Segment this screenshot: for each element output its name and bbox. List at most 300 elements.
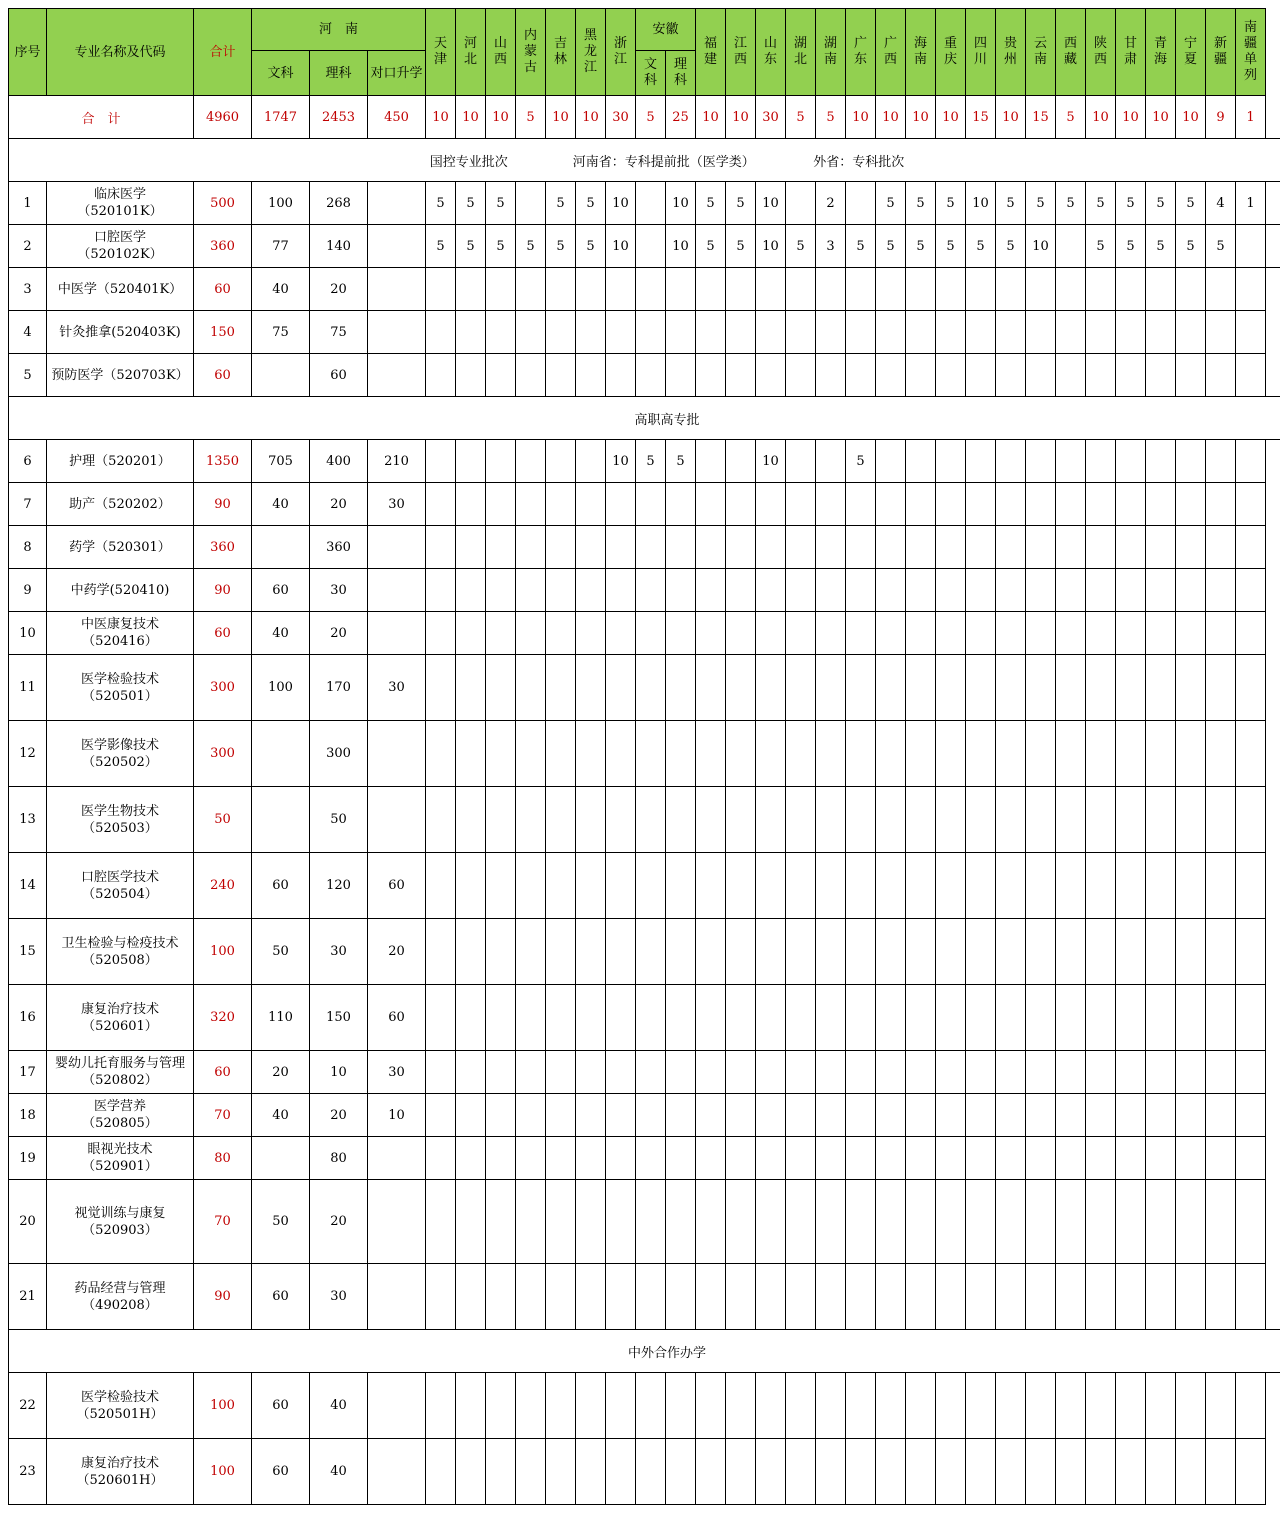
quota-cell — [606, 1439, 636, 1505]
quota-cell — [486, 526, 516, 569]
quota-cell: 30 — [310, 569, 368, 612]
quota-cell: 140 — [310, 225, 368, 268]
header-province-text: 甘肃 — [1124, 36, 1138, 67]
row-seq: 5 — [9, 354, 47, 397]
quota-cell — [606, 1094, 636, 1137]
quota-cell — [816, 787, 846, 853]
quota-cell — [756, 655, 786, 721]
row-seq: 13 — [9, 787, 47, 853]
quota-cell — [756, 985, 786, 1051]
quota-cell — [696, 569, 726, 612]
quota-cell — [516, 1373, 546, 1439]
quota-cell: 5 — [906, 182, 936, 225]
quota-cell — [1236, 1373, 1266, 1439]
quota-cell — [1116, 268, 1146, 311]
quota-cell — [816, 1264, 846, 1330]
quota-cell: 5 — [726, 182, 756, 225]
row-total: 300 — [194, 655, 252, 721]
quota-cell: 77 — [252, 225, 310, 268]
quota-cell — [516, 311, 546, 354]
quota-cell — [576, 1373, 606, 1439]
quota-cell — [786, 440, 816, 483]
header-province — [1146, 9, 1176, 96]
quota-cell: 5 — [1086, 225, 1116, 268]
quota-cell: 10 — [666, 182, 696, 225]
quota-cell — [486, 569, 516, 612]
quota-cell — [1176, 440, 1206, 483]
quota-cell — [1086, 1439, 1116, 1505]
row-seq: 10 — [9, 612, 47, 655]
quota-cell — [1146, 311, 1176, 354]
quota-cell — [1146, 1439, 1176, 1505]
major-name-line: （490208） — [82, 1297, 158, 1313]
quota-cell — [546, 1439, 576, 1505]
quota-cell — [1206, 919, 1236, 985]
quota-cell — [1086, 268, 1116, 311]
quota-cell — [936, 985, 966, 1051]
table-row — [9, 1137, 1280, 1180]
quota-cell — [546, 1094, 576, 1137]
quota-cell — [756, 311, 786, 354]
quota-cell: 10 — [756, 225, 786, 268]
quota-cell — [486, 1137, 516, 1180]
quota-cell — [606, 721, 636, 787]
major-name-line: （520601H） — [76, 1472, 164, 1488]
row-total: 300 — [194, 721, 252, 787]
quota-cell — [996, 787, 1026, 853]
quota-cell — [576, 1180, 606, 1264]
quota-cell — [1176, 354, 1206, 397]
quota-cell — [426, 526, 456, 569]
quota-cell — [756, 787, 786, 853]
quota-cell — [636, 1439, 666, 1505]
quota-cell: 60 — [368, 853, 426, 919]
major-name — [47, 483, 194, 526]
table-row — [9, 985, 1280, 1051]
quota-cell — [1146, 612, 1176, 655]
header-province-text: 云南 — [1034, 36, 1048, 67]
major-name — [47, 268, 194, 311]
quota-cell — [486, 1180, 516, 1264]
quota-cell — [876, 1264, 906, 1330]
quota-cell — [816, 354, 846, 397]
quota-cell — [1236, 1264, 1266, 1330]
quota-cell: 5 — [426, 225, 456, 268]
totals-cell: 5 — [786, 96, 816, 139]
quota-cell — [1056, 612, 1086, 655]
major-name-line: 口腔医学 — [93, 230, 146, 245]
quota-cell — [1056, 1373, 1086, 1439]
header-province-text: 四川 — [974, 36, 988, 67]
quota-cell — [936, 721, 966, 787]
quota-cell — [1056, 483, 1086, 526]
quota-cell — [1176, 853, 1206, 919]
quota-cell — [456, 268, 486, 311]
quota-cell — [1176, 1439, 1206, 1505]
quota-cell — [876, 268, 906, 311]
quota-cell — [576, 985, 606, 1051]
quota-cell: 5 — [1056, 182, 1086, 225]
major-name-line: （520501H） — [76, 1406, 164, 1422]
quota-cell — [368, 569, 426, 612]
quota-cell — [1176, 1373, 1206, 1439]
quota-cell — [1086, 655, 1116, 721]
major-name — [47, 526, 194, 569]
header-province — [516, 9, 546, 96]
quota-cell — [876, 612, 906, 655]
quota-cell — [1236, 268, 1266, 311]
quota-cell: 5 — [696, 225, 726, 268]
quota-cell — [1176, 1264, 1206, 1330]
quota-cell: 10 — [966, 182, 996, 225]
quota-cell — [996, 655, 1026, 721]
quota-cell — [666, 1051, 696, 1094]
quota-cell — [1026, 311, 1056, 354]
header-province — [696, 9, 726, 96]
quota-cell — [846, 569, 876, 612]
quota-cell: 5 — [846, 225, 876, 268]
quota-cell — [1026, 1137, 1056, 1180]
quota-cell — [368, 526, 426, 569]
table-row — [9, 1373, 1280, 1439]
quota-cell — [966, 569, 996, 612]
quota-cell — [546, 612, 576, 655]
quota-cell — [456, 853, 486, 919]
quota-cell: 10 — [1026, 225, 1056, 268]
quota-cell — [1086, 1373, 1116, 1439]
quota-cell — [1206, 483, 1236, 526]
quota-cell — [1026, 569, 1056, 612]
quota-cell — [816, 655, 846, 721]
quota-cell — [516, 1180, 546, 1264]
row-total: 100 — [194, 1373, 252, 1439]
quota-cell — [966, 985, 996, 1051]
row-total: 320 — [194, 985, 252, 1051]
quota-cell — [996, 612, 1026, 655]
quota-cell: 5 — [846, 440, 876, 483]
quota-cell — [1206, 1094, 1236, 1137]
quota-cell — [786, 526, 816, 569]
quota-cell: 5 — [426, 182, 456, 225]
quota-cell: 40 — [252, 268, 310, 311]
quota-cell: 40 — [252, 1094, 310, 1137]
major-name-line: 口腔医学技术 — [80, 869, 159, 885]
major-name — [47, 440, 194, 483]
quota-cell — [696, 985, 726, 1051]
quota-cell — [426, 853, 456, 919]
quota-cell: 5 — [486, 225, 516, 268]
quota-cell — [1116, 655, 1146, 721]
quota-cell — [786, 985, 816, 1051]
quota-cell — [1236, 440, 1266, 483]
quota-cell: 5 — [576, 225, 606, 268]
quota-cell — [996, 268, 1026, 311]
quota-cell — [456, 1180, 486, 1264]
quota-cell — [966, 1264, 996, 1330]
quota-cell — [666, 985, 696, 1051]
quota-cell — [456, 1264, 486, 1330]
quota-cell — [1086, 483, 1116, 526]
quota-cell: 5 — [1146, 182, 1176, 225]
quota-cell — [1086, 853, 1116, 919]
quota-cell — [1176, 569, 1206, 612]
quota-cell: 60 — [252, 569, 310, 612]
quota-cell — [906, 311, 936, 354]
quota-cell: 360 — [310, 526, 368, 569]
quota-cell — [1056, 1439, 1086, 1505]
quota-cell — [966, 526, 996, 569]
quota-cell — [516, 483, 546, 526]
quota-cell — [996, 1137, 1026, 1180]
quota-cell — [1236, 787, 1266, 853]
quota-cell: 5 — [876, 182, 906, 225]
quota-cell — [726, 1373, 756, 1439]
quota-cell — [1056, 1137, 1086, 1180]
quota-cell — [368, 182, 426, 225]
totals-cell: 10 — [546, 96, 576, 139]
quota-cell: 20 — [368, 919, 426, 985]
quota-cell — [1086, 612, 1116, 655]
quota-cell — [1056, 311, 1086, 354]
totals-cell: 10 — [576, 96, 606, 139]
quota-cell — [426, 919, 456, 985]
quota-cell — [636, 985, 666, 1051]
quota-cell — [786, 1094, 816, 1137]
quota-cell — [368, 311, 426, 354]
quota-cell — [936, 919, 966, 985]
quota-cell: 5 — [486, 182, 516, 225]
quota-cell — [1206, 1264, 1236, 1330]
quota-cell — [726, 612, 756, 655]
quota-cell — [726, 1180, 756, 1264]
quota-cell — [846, 1137, 876, 1180]
quota-cell — [516, 569, 546, 612]
quota-cell — [696, 1137, 726, 1180]
quota-cell — [726, 440, 756, 483]
quota-cell — [786, 1180, 816, 1264]
quota-cell — [636, 1137, 666, 1180]
quota-cell — [996, 721, 1026, 787]
quota-cell — [996, 569, 1026, 612]
quota-cell — [756, 569, 786, 612]
quota-cell — [876, 354, 906, 397]
quota-cell — [636, 919, 666, 985]
quota-cell: 170 — [310, 655, 368, 721]
row-total: 70 — [194, 1180, 252, 1264]
quota-cell — [786, 1051, 816, 1094]
quota-cell — [606, 655, 636, 721]
quota-cell — [666, 1180, 696, 1264]
quota-cell — [756, 612, 786, 655]
header-province — [876, 9, 906, 96]
quota-cell — [666, 526, 696, 569]
header-province-text: 内蒙古 — [524, 28, 538, 75]
quota-cell — [606, 787, 636, 853]
table-row — [9, 853, 1280, 919]
quota-cell: 4 — [1206, 182, 1236, 225]
quota-cell: 268 — [310, 182, 368, 225]
row-total: 60 — [194, 1051, 252, 1094]
quota-cell — [368, 612, 426, 655]
major-name — [47, 1264, 194, 1330]
quota-cell — [996, 1094, 1026, 1137]
major-name-line: 康复治疗技术 — [80, 1455, 159, 1471]
quota-cell — [1116, 1439, 1146, 1505]
quota-cell — [666, 612, 696, 655]
quota-cell: 20 — [252, 1051, 310, 1094]
quota-cell — [786, 311, 816, 354]
quota-cell — [1026, 1180, 1056, 1264]
quota-cell — [426, 268, 456, 311]
quota-cell: 30 — [368, 1051, 426, 1094]
quota-cell: 5 — [1206, 225, 1236, 268]
quota-cell — [966, 311, 996, 354]
totals-cell: 25 — [666, 96, 696, 139]
quota-cell — [996, 483, 1026, 526]
quota-cell — [576, 787, 606, 853]
quota-cell — [456, 721, 486, 787]
header-province-text: 河北 — [464, 36, 478, 67]
row-total: 50 — [194, 787, 252, 853]
quota-cell — [846, 311, 876, 354]
row-total: 500 — [194, 182, 252, 225]
major-name-line: 护理（520201） — [69, 453, 171, 469]
quota-cell: 50 — [310, 787, 368, 853]
quota-cell — [1206, 1373, 1236, 1439]
quota-cell — [1026, 1051, 1056, 1094]
quota-cell — [846, 1439, 876, 1505]
quota-cell — [1056, 440, 1086, 483]
quota-cell — [368, 225, 426, 268]
quota-cell — [966, 1094, 996, 1137]
quota-cell — [1176, 919, 1206, 985]
quota-cell: 60 — [252, 1373, 310, 1439]
quota-cell: 5 — [1026, 182, 1056, 225]
quota-cell — [606, 853, 636, 919]
quota-cell — [996, 1051, 1026, 1094]
quota-cell: 75 — [252, 311, 310, 354]
quota-cell: 2 — [816, 182, 846, 225]
quota-cell — [1026, 853, 1056, 919]
major-name-line: 药学（520301） — [69, 539, 171, 555]
quota-cell — [786, 853, 816, 919]
header-anhui-li — [666, 51, 696, 96]
quota-cell: 30 — [368, 483, 426, 526]
row-seq: 12 — [9, 721, 47, 787]
quota-cell — [1206, 655, 1236, 721]
major-name-line: 医学营养 — [93, 1099, 146, 1114]
quota-cell — [636, 225, 666, 268]
major-name-line: 预防医学（520703K） — [51, 367, 189, 383]
quota-cell: 5 — [1176, 182, 1206, 225]
quota-cell — [696, 1094, 726, 1137]
quota-cell — [1146, 787, 1176, 853]
quota-cell — [666, 1137, 696, 1180]
quota-cell — [996, 1180, 1026, 1264]
quota-cell — [252, 354, 310, 397]
row-seq: 3 — [9, 268, 47, 311]
row-seq: 6 — [9, 440, 47, 483]
quota-cell: 120 — [310, 853, 368, 919]
quota-cell: 10 — [756, 440, 786, 483]
section-title — [9, 1330, 1280, 1373]
quota-cell — [906, 612, 936, 655]
section-title-text: 高职高专批 — [634, 412, 700, 428]
totals-cell: 10 — [1176, 96, 1206, 139]
quota-cell — [816, 853, 846, 919]
header-province — [846, 9, 876, 96]
quota-cell: 20 — [310, 1180, 368, 1264]
quota-cell: 5 — [696, 182, 726, 225]
row-seq: 9 — [9, 569, 47, 612]
quota-cell: 50 — [252, 919, 310, 985]
header-anhui-wen — [636, 51, 666, 96]
quota-cell — [576, 268, 606, 311]
header-province — [756, 9, 786, 96]
quota-cell — [486, 985, 516, 1051]
quota-cell — [606, 1373, 636, 1439]
quota-cell — [546, 268, 576, 311]
quota-cell — [426, 569, 456, 612]
quota-cell — [726, 483, 756, 526]
major-name-line: 眼视光技术 — [87, 1142, 153, 1157]
quota-cell — [1026, 655, 1056, 721]
header-province-text: 山西 — [494, 36, 508, 67]
totals-cell: 1 — [1236, 96, 1266, 139]
quota-cell — [696, 787, 726, 853]
quota-cell — [486, 483, 516, 526]
quota-cell — [966, 1373, 996, 1439]
quota-cell — [1206, 311, 1236, 354]
quota-cell — [486, 853, 516, 919]
totals-cell: 4960 — [194, 96, 252, 139]
quota-cell — [936, 853, 966, 919]
quota-cell — [1236, 1439, 1266, 1505]
major-name-line: 视觉训练与康复 — [74, 1205, 166, 1221]
quota-cell — [816, 612, 846, 655]
quota-cell — [936, 612, 966, 655]
totals-cell: 5 — [816, 96, 846, 139]
header-province — [936, 9, 966, 96]
quota-cell: 705 — [252, 440, 310, 483]
table-row — [9, 354, 1280, 397]
quota-cell — [696, 721, 726, 787]
quota-cell — [636, 526, 666, 569]
quota-cell — [756, 483, 786, 526]
quota-cell — [1176, 483, 1206, 526]
quota-cell — [426, 1264, 456, 1330]
header-province-text: 浙江 — [614, 36, 628, 67]
quota-cell — [368, 1264, 426, 1330]
quota-cell — [456, 1094, 486, 1137]
quota-cell — [966, 612, 996, 655]
major-name-line: 助产（520202） — [69, 496, 171, 512]
quota-cell — [936, 1264, 966, 1330]
header-province-text: 西藏 — [1064, 36, 1078, 67]
quota-cell — [906, 787, 936, 853]
quota-cell — [1176, 1180, 1206, 1264]
quota-cell — [816, 721, 846, 787]
header-province — [606, 9, 636, 96]
quota-cell — [456, 655, 486, 721]
quota-cell — [786, 1137, 816, 1180]
totals-cell: 5 — [516, 96, 546, 139]
quota-cell — [696, 483, 726, 526]
quota-cell — [1236, 919, 1266, 985]
row-total: 90 — [194, 483, 252, 526]
quota-cell — [906, 1439, 936, 1505]
quota-cell — [1146, 268, 1176, 311]
